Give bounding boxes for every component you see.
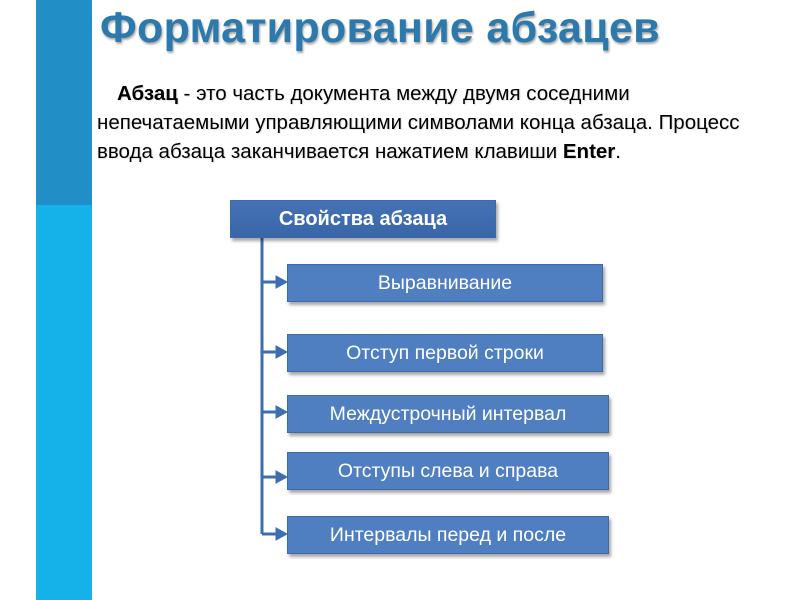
enter-key-label: Enter bbox=[562, 140, 616, 163]
left-right-indent-box: Отступы слева и справа bbox=[287, 452, 609, 490]
definition-end: . bbox=[615, 140, 621, 163]
slide-title: Форматирование абзацев bbox=[100, 4, 660, 52]
alignment-box: Выравнивание bbox=[287, 264, 603, 302]
spacing-before-after-box: Интервалы перед и после bbox=[287, 516, 609, 554]
first-line-indent-box: Отступ первой строки bbox=[287, 334, 603, 372]
definition-term: Абзац bbox=[117, 82, 178, 105]
definition-text: - это часть документа между двумя соседними непечатаемыми управляющими символами конца абзаца. Процесс ввода абзаца заканчивается нажатием клавиши bbox=[97, 82, 740, 163]
properties-root-box: Свойства абзаца bbox=[230, 200, 496, 238]
line-spacing-box: Междустрочный интервал bbox=[287, 395, 609, 433]
